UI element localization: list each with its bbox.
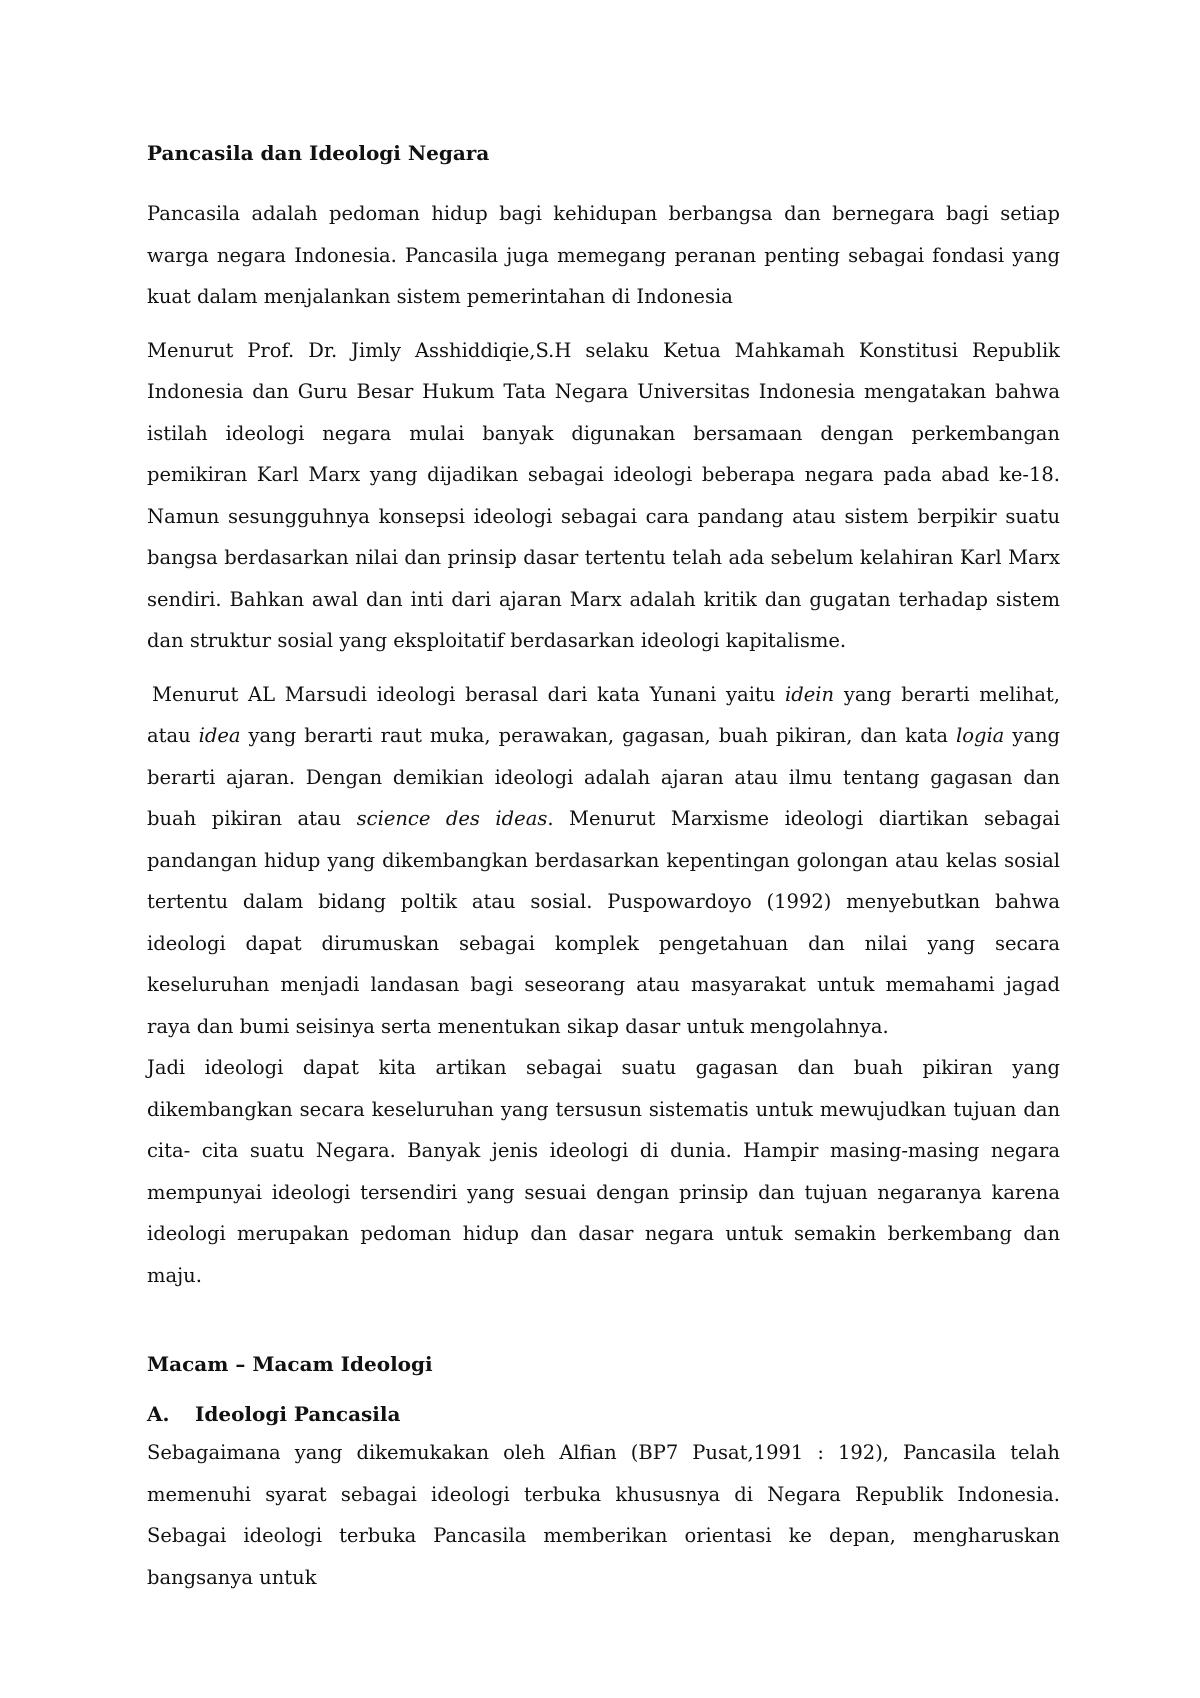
list-marker: A.: [147, 1402, 170, 1426]
paragraph-intro: Pancasila adalah pedoman hidup bagi kehidupan berbangsa dan bernegara bagi setiap warga negara Indonesia. Pancasila juga memegang peranan penting sebagai fondasi yang kuat dalam menjalankan sistem pemerintahan di Indonesia: [147, 202, 1060, 308]
sub-heading-pancasila: [147, 1402, 1060, 1426]
term-logia: logia: [955, 724, 1005, 747]
etymology-text-4: yang berarti ajaran. Dengan demikian ideologi adalah ajaran atau ilmu tentang gagasan dan buah pikiran atau: [147, 724, 1060, 830]
etymology-text-3: yang berarti raut muka, perawakan, gagasan, buah pikiran, dan kata: [240, 724, 956, 747]
paragraph-etymology: [147, 674, 1060, 1048]
term-science-des-ideas: science des ideas: [356, 807, 548, 830]
etymology-text-1: Menurut AL Marsudi ideologi berasal dari kata Yunani yaitu: [152, 682, 786, 706]
section-heading-ideology-types: Macam – Macam Ideologi: [147, 1352, 433, 1376]
document-title: Pancasila dan Ideologi Negara: [147, 141, 490, 165]
term-idea: idea: [198, 724, 241, 747]
etymology-text-2: yang berarti melihat, atau: [147, 682, 1061, 747]
term-idein: idein: [785, 682, 835, 706]
paragraph-conclusion: Jadi ideologi dapat kita artikan sebagai suatu gagasan dan buah pikiran yang dikembangkan secara keseluruhan yang tersusun sistematis untuk mewujudkan tujuan dan cita- cita suatu Negara. Banyak jenis ideologi di dunia. Hampir masing-masing negara mempunyai ideologi tersendiri yang sesuai dengan prinsip dan tujuan negaranya karena ideologi merupakan pedoman hidup dan dasar negara untuk semakin berkembang dan maju.: [147, 1056, 1060, 1287]
document-page: [147, 140, 1060, 1598]
sub-heading-text: Ideologi Pancasila: [195, 1402, 401, 1426]
paragraph-jimly: Menurut Prof. Dr. Jimly Asshiddiqie,S.H selaku Ketua Mahkamah Konstitusi Republik Indonesia dan Guru Besar Hukum Tata Negara Universitas Indonesia mengatakan bahwa istilah ideologi negara mulai banyak digunakan bersamaan dengan perkembangan pemikiran Karl Marx yang dijadikan sebagai ideologi beberapa negara pada abad ke-18. Namun sesungguhnya konsepsi ideologi sebagai cara pandang atau sistem berpikir suatu bangsa berdasarkan nilai dan prinsip dasar tertentu telah ada sebelum kelahiran Karl Marx sendiri. Bahkan awal dan inti dari ajaran Marx adalah kritik dan gugatan terhadap sistem dan struktur sosial yang eksploitatif berdasarkan ideologi kapitalisme.: [147, 338, 1060, 652]
etymology-text-5: . Menurut Marxisme ideologi diartikan sebagai pandangan hidup yang dikembangkan berdasarkan kepentingan golongan atau kelas sosial tertentu dalam bidang poltik atau sosial. Puspowardoyo (1992) menyebutkan bahwa ideologi dapat dirumuskan sebagai komplek pengetahuan dan nilai yang secara keseluruhan menjadi landasan bagi seseorang atau masyarakat untuk memahami jagad raya dan bumi seisinya serta menentukan sikap dasar untuk mengolahnya.: [147, 807, 1061, 1038]
paragraph-alfian: Sebagaimana yang dikemukakan oleh Alfian (BP7 Pusat,1991 : 192), Pancasila telah memenuhi syarat sebagai ideologi terbuka khususnya di Negara Republik Indonesia. Sebagai ideologi terbuka Pancasila memberikan orientasi ke depan, mengharuskan bangsanya untuk: [147, 1441, 1060, 1589]
